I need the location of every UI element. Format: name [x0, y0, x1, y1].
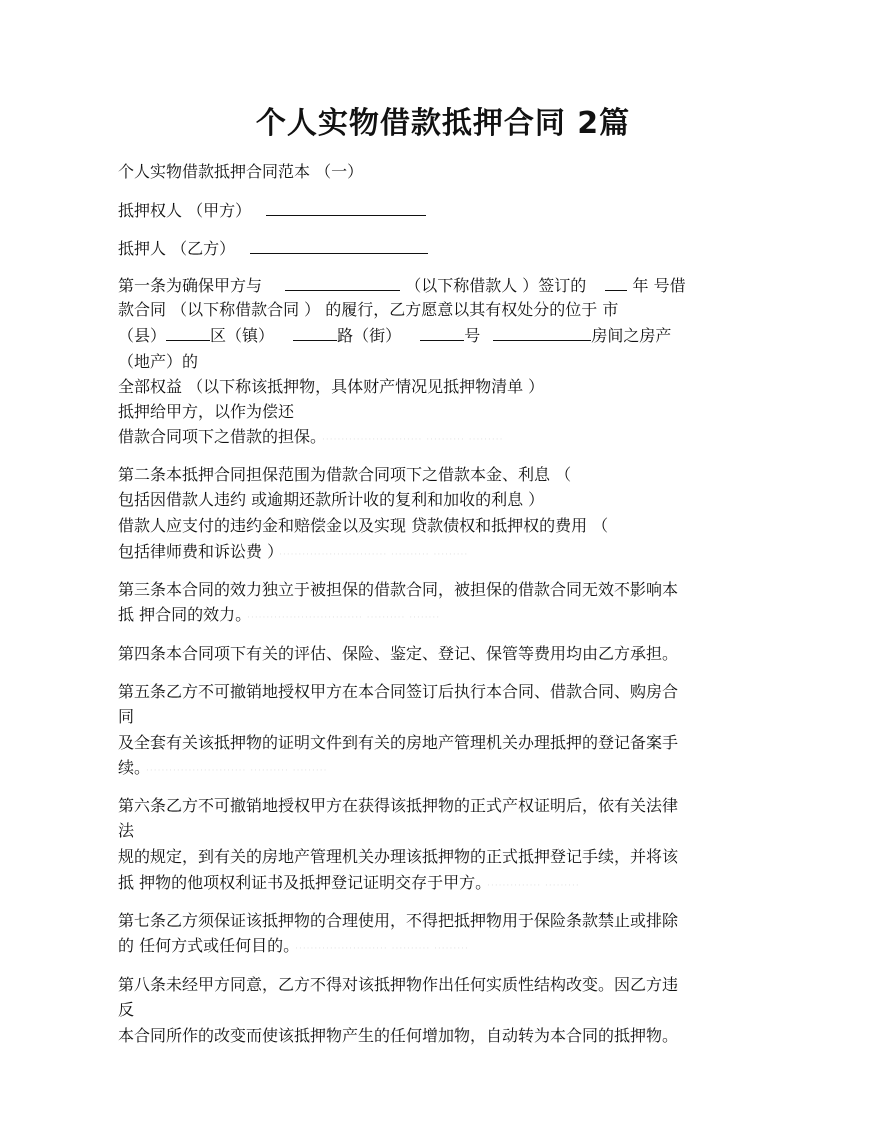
faint-watermark: ························ ·········· ·········: [295, 944, 469, 954]
art5-line4-text: 续。: [118, 758, 143, 777]
art6-line4-text: 抵 押物的他项权利证书及抵押登记证明交存于甲方。: [118, 873, 484, 892]
faint-watermark: ·············· ·········: [487, 881, 580, 891]
art8-line2: 反: [118, 1000, 135, 1019]
mortgagee-line: [118, 200, 426, 222]
art1-line5: 全部权益 （以下称该抵押物，具体财产情况见抵押物清单 ）: [118, 377, 545, 396]
art1-line4: （地产）的: [118, 352, 199, 371]
faint-watermark: ·························· ·········· ·········: [146, 766, 328, 776]
art7-line2-text: 的 任何方式或任何目的。: [118, 936, 292, 955]
art2-line4-text: 包括律师费和诉讼费 ）: [118, 542, 276, 561]
district-label: 区（镇）: [210, 326, 275, 345]
art2-line2: 包括因借款人违约 或逾期还款所计收的复利和加收的利息 ）: [118, 490, 545, 509]
art2-line1: 第二条本抵押合同担保范围为借款合同项下之借款本金、利息 （: [118, 465, 572, 484]
district-blank: [166, 325, 210, 341]
faint-watermark: ······························ ·········· ········: [247, 613, 441, 623]
art2-line4: [118, 541, 468, 566]
faint-watermark: ·························· ·········· ·········: [322, 435, 504, 445]
art1-line7-text: 借款合同项下之借款的担保。: [118, 427, 319, 446]
subtitle: 个人实物借款抵押合同范本 （一）: [118, 162, 364, 181]
year-blank: [605, 275, 627, 291]
art3-line2-text: 抵 押合同的效力。: [118, 605, 244, 624]
room-blank: [493, 325, 591, 341]
art6-line4: [118, 872, 580, 897]
document-title: 个人实物借款抵押合同 2篇: [255, 106, 631, 141]
art8-line3: 本合同所作的改变而使该抵押物产生的任何增加物，自动转为本合同的抵押物。: [118, 1026, 679, 1045]
art5-line2: 同: [118, 707, 135, 726]
road-blank: [293, 325, 337, 341]
art1-text-c: 年 号借: [632, 276, 686, 295]
art1-line6: 抵押给甲方，以作为偿还: [118, 402, 295, 421]
borrower-blank: [285, 275, 400, 291]
art5-line1: 第五条乙方不可撤销地授权甲方在本合同签订后执行本合同、借款合同、购房合: [118, 682, 679, 701]
art7-line1: 第七条乙方须保证该抵押物的合理使用，不得把抵押物用于保险条款禁止或排除: [118, 911, 679, 930]
number-blank: [420, 325, 464, 341]
number-label: 号: [464, 326, 481, 345]
art1-text-a: 第一条为确保甲方与: [118, 276, 263, 295]
art1-line2: 款合同 （以下称借款合同 ） 的履行，乙方愿意以其有权处分的位于 市: [118, 300, 619, 319]
art6-line1: 第六条乙方不可撤销地授权甲方在获得该抵押物的正式产权证明后，依有关法律: [118, 796, 679, 815]
mortgagee-label: 抵押权人 （甲方）: [118, 201, 252, 220]
art1-line1: [118, 275, 686, 297]
art6-line2: 法: [118, 821, 135, 840]
art1-line7: [118, 426, 503, 451]
art1-line3: [118, 325, 671, 347]
art3-line2: [118, 604, 440, 629]
art5-line4: [118, 757, 327, 782]
art6-line3: 规的规定，到有关的房地产管理机关办理该抵押物的正式抵押登记手续，并将该: [118, 847, 679, 866]
faint-watermark: ···························· ·········· ·········: [279, 550, 469, 560]
county-label: （县）: [118, 326, 167, 345]
art8-line1: 第八条未经甲方同意，乙方不得对该抵押物作出任何实质性结构改变。因乙方违: [118, 975, 679, 994]
art1-text-b: （以下称借款人 ）签订的: [405, 276, 587, 295]
room-label: 房间之房产: [591, 326, 672, 345]
art7-line2: [118, 935, 469, 960]
art4-line1: 第四条本合同项下有关的评估、保险、鉴定、登记、保管等费用均由乙方承担。: [118, 644, 679, 663]
mortgagor-line: [118, 238, 428, 260]
mortgagor-label: 抵押人 （乙方）: [118, 239, 236, 258]
mortgagee-blank: [266, 200, 426, 216]
art5-line3: 及全套有关该抵押物的证明文件到有关的房地产管理机关办理抵押的登记备案手: [118, 733, 679, 752]
art2-line3: 借款人应支付的违约金和赔偿金以及实现 贷款债权和抵押权的费用 （: [118, 516, 609, 535]
art3-line1: 第三条本合同的效力独立于被担保的借款合同，被担保的借款合同无效不影响本: [118, 580, 679, 599]
road-label: 路（街）: [337, 326, 402, 345]
mortgagor-blank: [250, 238, 428, 254]
